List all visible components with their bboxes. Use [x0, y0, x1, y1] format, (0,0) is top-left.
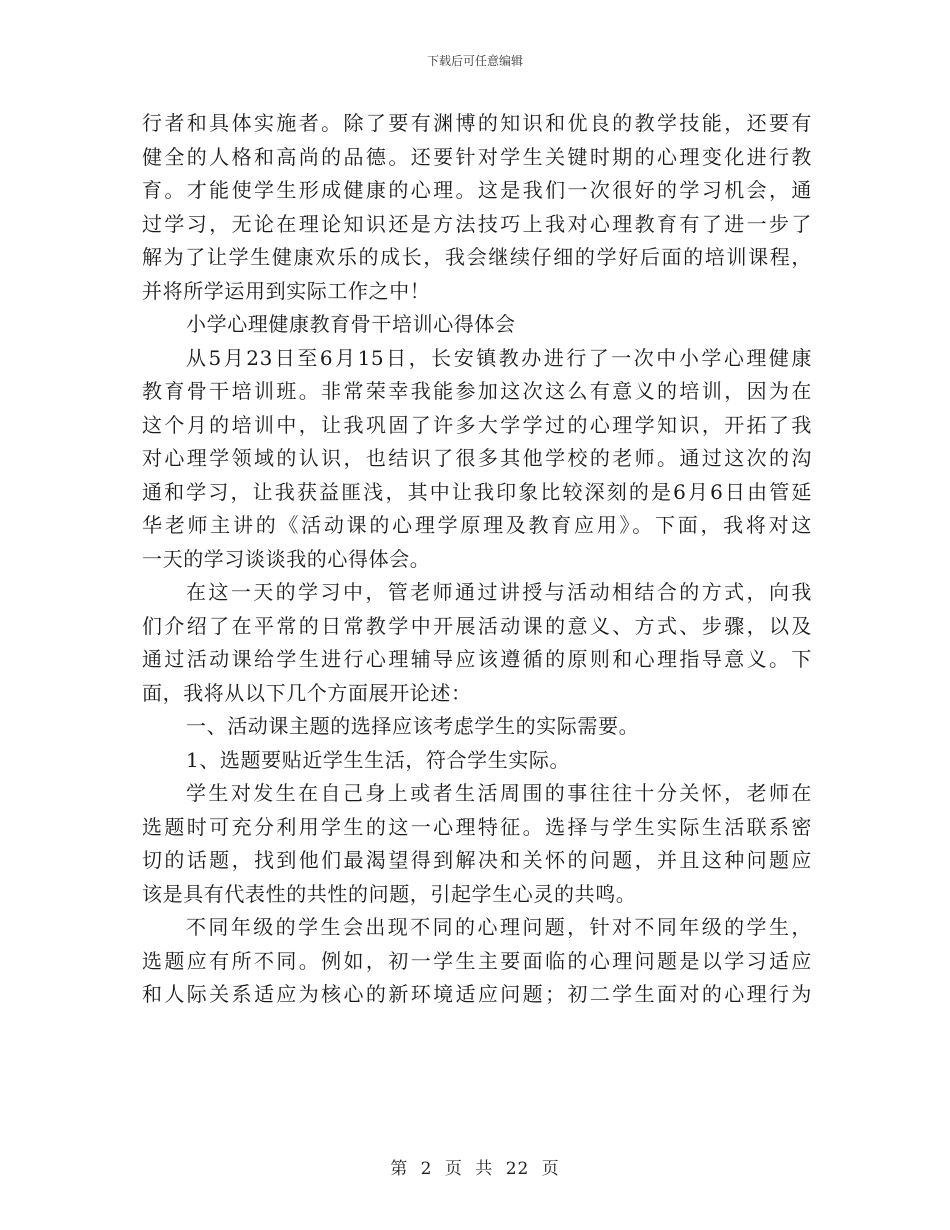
text-line: 解为了让学生健康欢乐的成长，我会继续仔细的学好后面的培训课程，: [142, 245, 812, 269]
text-line: 健全的人格和高尚的品德。还要针对学生关键时期的心理变化进行教: [142, 144, 812, 169]
text-line: 选题时可充分利用学生的这一心理特征。选择与学生实际生活联系密: [142, 814, 812, 839]
text-line: 选题应有所不同。例如，初一学生主要面临的心理问题是以学习适应: [142, 948, 812, 973]
footer-prefix: 第: [390, 1159, 409, 1179]
text-line: 1、选题要贴近学生生活，符合学生实际。: [186, 747, 571, 772]
text-line: 面，我将从以下几个方面展开论述：: [142, 680, 472, 705]
page-footer: [0, 1154, 950, 1179]
text-line: 切的话题，找到他们最渴望得到解决和关怀的问题，并且这种问题应: [142, 848, 812, 872]
text-line: 华老师主讲的《活动课的心理学原理及教育应用》。下面，我将对这: [142, 513, 812, 537]
text-line: 一、活动课主题的选择应该考虑学生的实际需要。: [186, 714, 640, 738]
text-line: 并将所学运用到实际工作之中！: [142, 278, 431, 303]
text-line: 学生对发生在自己身上或者生活周围的事往往十分关怀，老师在: [186, 781, 812, 805]
text-line: 这个月的培训中，让我巩固了许多大学学过的心理学知识，开拓了我: [142, 412, 812, 437]
text-line: 教育骨干培训班。非常荣幸我能参加这次这么有意义的培训，因为在: [142, 379, 812, 403]
text-line: 育。才能使学生形成健康的心理。这是我们一次很好的学习机会，通: [142, 178, 812, 202]
text-line: 从5月23日至6月15日，长安镇教办进行了一次中小学心理健康: [186, 345, 812, 370]
text-line: 通过活动课给学生进行心理辅导应该遵循的原则和心理指导意义。下: [142, 647, 812, 671]
text-line: 在这一天的学习中，管老师通过讲授与活动相结合的方式，向我: [186, 580, 812, 604]
page-header: 下载后可任意编辑: [426, 54, 523, 68]
footer-current-page: 2: [420, 1159, 433, 1179]
text-line: 们介绍了在平常的日常教学中开展活动课的意义、方式、步骤，以及: [142, 613, 812, 638]
text-line: 行者和具体实施者。除了要有渊博的知识和优良的教学技能，还要有: [142, 111, 812, 135]
text-line: 小学心理健康教育骨干培训心得体会: [186, 312, 516, 336]
footer-suffix: 页: [541, 1159, 560, 1179]
document-body: [142, 107, 812, 1012]
text-line: 一天的学习谈谈我的心得体会。: [142, 546, 431, 571]
text-line: 该是具有代表性的共性的问题，引起学生心灵的共鸣。: [142, 881, 637, 906]
text-line: 通和学习，让我获益匪浅，其中让我印象比较深刻的是6月6日由管延: [142, 479, 812, 504]
footer-total-pages: 22: [505, 1159, 530, 1179]
footer-total-label: 共: [475, 1159, 494, 1179]
text-line: 和人际关系适应为核心的新环境适应问题；初二学生面对的心理行为: [142, 982, 812, 1006]
text-line: 不同年级的学生会出现不同的心理问题，针对不同年级的学生，: [186, 915, 812, 939]
text-line: 对心理学领域的认识，也结识了很多其他学校的老师。通过这次的沟: [142, 446, 812, 470]
text-line: 过学习，无论在理论知识还是方法技巧上我对心理教育有了进一步了: [142, 211, 812, 236]
footer-mid: 页: [444, 1159, 463, 1179]
